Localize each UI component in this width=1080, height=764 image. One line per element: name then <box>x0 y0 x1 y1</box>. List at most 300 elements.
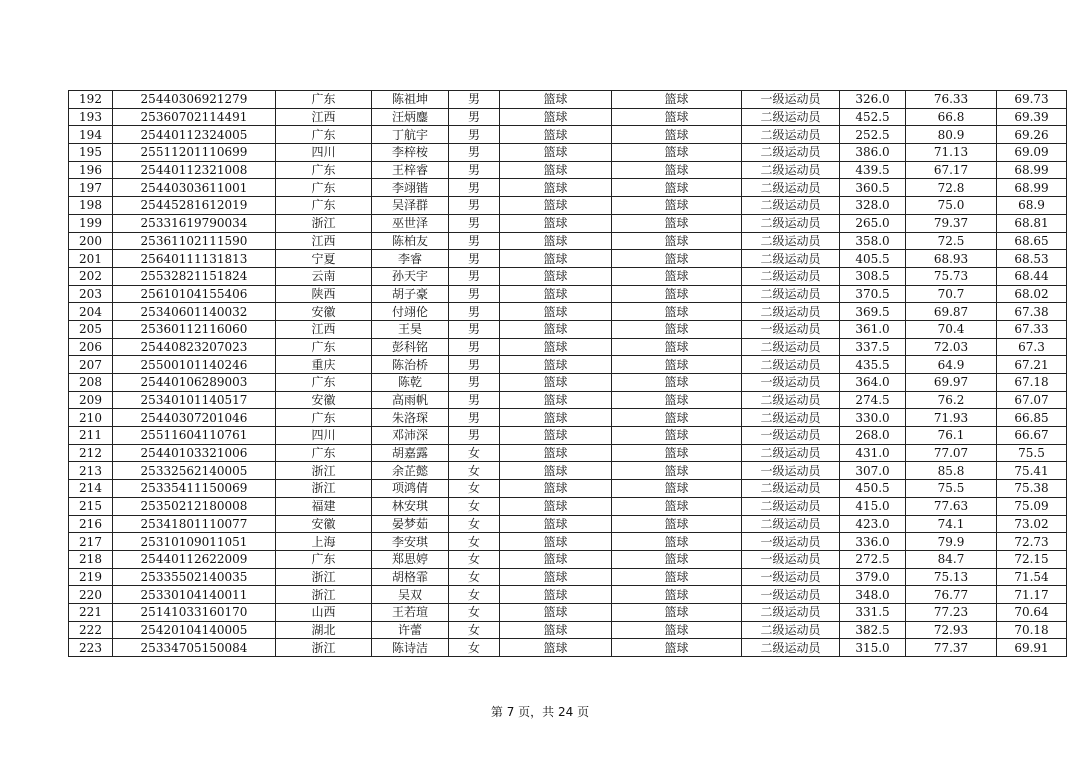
score-b-cell: 72.93 <box>906 621 997 639</box>
table-row <box>69 338 1067 356</box>
athlete-level-cell: 二级运动员 <box>742 480 840 498</box>
gender-cell: 男 <box>449 91 500 109</box>
sport-cell: 篮球 <box>500 320 612 338</box>
table-row <box>69 444 1067 462</box>
athlete-level-cell: 二级运动员 <box>742 267 840 285</box>
athlete-level-cell: 二级运动员 <box>742 144 840 162</box>
exam-id-cell: 25334705150084 <box>113 639 276 657</box>
total-score-cell: 75.38 <box>997 480 1067 498</box>
score-a-cell: 358.0 <box>840 232 906 250</box>
province-cell: 山西 <box>276 603 372 621</box>
specialty-cell: 篮球 <box>612 232 742 250</box>
row-number-cell: 201 <box>69 250 113 268</box>
score-b-cell: 75.73 <box>906 267 997 285</box>
score-b-cell: 69.87 <box>906 303 997 321</box>
province-cell: 浙江 <box>276 568 372 586</box>
exam-id-cell: 25511201110699 <box>113 144 276 162</box>
specialty-cell: 篮球 <box>612 603 742 621</box>
province-cell: 安徽 <box>276 391 372 409</box>
sport-cell: 篮球 <box>500 374 612 392</box>
province-cell: 重庆 <box>276 356 372 374</box>
exam-id-cell: 25511604110761 <box>113 427 276 445</box>
gender-cell: 男 <box>449 374 500 392</box>
gender-cell: 男 <box>449 179 500 197</box>
total-score-cell: 67.3 <box>997 338 1067 356</box>
table-row <box>69 568 1067 586</box>
table-row <box>69 639 1067 657</box>
province-cell: 浙江 <box>276 586 372 604</box>
table-row <box>69 497 1067 515</box>
table-row <box>69 356 1067 374</box>
table-row <box>69 161 1067 179</box>
athlete-level-cell: 二级运动员 <box>742 409 840 427</box>
total-score-cell: 68.65 <box>997 232 1067 250</box>
sport-cell: 篮球 <box>500 621 612 639</box>
gender-cell: 男 <box>449 197 500 215</box>
gender-cell: 男 <box>449 303 500 321</box>
student-name-cell: 李睿 <box>372 250 449 268</box>
athlete-level-cell: 二级运动员 <box>742 108 840 126</box>
total-score-cell: 68.9 <box>997 197 1067 215</box>
gender-cell: 女 <box>449 533 500 551</box>
province-cell: 浙江 <box>276 480 372 498</box>
row-number-cell: 196 <box>69 161 113 179</box>
specialty-cell: 篮球 <box>612 320 742 338</box>
student-name-cell: 高雨帆 <box>372 391 449 409</box>
province-cell: 江西 <box>276 232 372 250</box>
row-number-cell: 209 <box>69 391 113 409</box>
student-name-cell: 彭科铭 <box>372 338 449 356</box>
score-a-cell: 315.0 <box>840 639 906 657</box>
row-number-cell: 216 <box>69 515 113 533</box>
sport-cell: 篮球 <box>500 214 612 232</box>
specialty-cell: 篮球 <box>612 179 742 197</box>
athlete-level-cell: 二级运动员 <box>742 161 840 179</box>
sport-cell: 篮球 <box>500 144 612 162</box>
score-a-cell: 361.0 <box>840 320 906 338</box>
student-name-cell: 陈祖坤 <box>372 91 449 109</box>
total-score-cell: 67.33 <box>997 320 1067 338</box>
row-number-cell: 219 <box>69 568 113 586</box>
row-number-cell: 212 <box>69 444 113 462</box>
student-name-cell: 林安琪 <box>372 497 449 515</box>
row-number-cell: 198 <box>69 197 113 215</box>
province-cell: 四川 <box>276 144 372 162</box>
exam-id-cell: 25340601140032 <box>113 303 276 321</box>
athlete-level-cell: 一级运动员 <box>742 320 840 338</box>
sport-cell: 篮球 <box>500 550 612 568</box>
score-a-cell: 370.5 <box>840 285 906 303</box>
table-row <box>69 462 1067 480</box>
province-cell: 广东 <box>276 550 372 568</box>
student-name-cell: 付翊伦 <box>372 303 449 321</box>
score-a-cell: 336.0 <box>840 533 906 551</box>
specialty-cell: 篮球 <box>612 161 742 179</box>
row-number-cell: 200 <box>69 232 113 250</box>
athlete-level-cell: 二级运动员 <box>742 497 840 515</box>
athlete-level-cell: 一级运动员 <box>742 568 840 586</box>
athlete-level-cell: 二级运动员 <box>742 639 840 657</box>
row-number-cell: 222 <box>69 621 113 639</box>
score-b-cell: 67.17 <box>906 161 997 179</box>
specialty-cell: 篮球 <box>612 586 742 604</box>
score-a-cell: 326.0 <box>840 91 906 109</box>
sport-cell: 篮球 <box>500 409 612 427</box>
score-b-cell: 79.37 <box>906 214 997 232</box>
score-a-cell: 450.5 <box>840 480 906 498</box>
province-cell: 安徽 <box>276 303 372 321</box>
total-score-cell: 68.99 <box>997 179 1067 197</box>
student-name-cell: 汪炳鏖 <box>372 108 449 126</box>
total-score-cell: 73.02 <box>997 515 1067 533</box>
exam-id-cell: 25440112622009 <box>113 550 276 568</box>
student-name-cell: 王梓睿 <box>372 161 449 179</box>
score-a-cell: 405.5 <box>840 250 906 268</box>
row-number-cell: 215 <box>69 497 113 515</box>
student-name-cell: 陈治桥 <box>372 356 449 374</box>
province-cell: 浙江 <box>276 462 372 480</box>
table-row <box>69 91 1067 109</box>
athlete-level-cell: 二级运动员 <box>742 285 840 303</box>
score-b-cell: 70.7 <box>906 285 997 303</box>
student-name-cell: 吴双 <box>372 586 449 604</box>
table-row <box>69 214 1067 232</box>
specialty-cell: 篮球 <box>612 462 742 480</box>
total-score-cell: 70.18 <box>997 621 1067 639</box>
row-number-cell: 203 <box>69 285 113 303</box>
athlete-level-cell: 二级运动员 <box>742 214 840 232</box>
exam-id-cell: 25440303611001 <box>113 179 276 197</box>
sport-cell: 篮球 <box>500 161 612 179</box>
exam-id-cell: 25330104140011 <box>113 586 276 604</box>
athlete-level-cell: 二级运动员 <box>742 197 840 215</box>
score-a-cell: 382.5 <box>840 621 906 639</box>
row-number-cell: 192 <box>69 91 113 109</box>
gender-cell: 女 <box>449 568 500 586</box>
row-number-cell: 208 <box>69 374 113 392</box>
gender-cell: 男 <box>449 126 500 144</box>
gender-cell: 女 <box>449 462 500 480</box>
student-name-cell: 陈乾 <box>372 374 449 392</box>
gender-cell: 男 <box>449 391 500 409</box>
student-name-cell: 李梓桉 <box>372 144 449 162</box>
athlete-level-cell: 二级运动员 <box>742 338 840 356</box>
table-row <box>69 285 1067 303</box>
row-number-cell: 221 <box>69 603 113 621</box>
exam-id-cell: 25440103321006 <box>113 444 276 462</box>
score-b-cell: 76.1 <box>906 427 997 445</box>
exam-id-cell: 25332562140005 <box>113 462 276 480</box>
score-b-cell: 75.13 <box>906 568 997 586</box>
score-b-cell: 70.4 <box>906 320 997 338</box>
score-a-cell: 265.0 <box>840 214 906 232</box>
score-a-cell: 379.0 <box>840 568 906 586</box>
score-b-cell: 64.9 <box>906 356 997 374</box>
student-name-cell: 李翊锴 <box>372 179 449 197</box>
student-name-cell: 李安琪 <box>372 533 449 551</box>
athlete-level-cell: 二级运动员 <box>742 126 840 144</box>
gender-cell: 女 <box>449 480 500 498</box>
gender-cell: 男 <box>449 267 500 285</box>
table-row <box>69 621 1067 639</box>
specialty-cell: 篮球 <box>612 533 742 551</box>
athlete-level-cell: 一级运动员 <box>742 462 840 480</box>
sport-cell: 篮球 <box>500 639 612 657</box>
gender-cell: 男 <box>449 214 500 232</box>
score-b-cell: 74.1 <box>906 515 997 533</box>
student-name-cell: 郑思婷 <box>372 550 449 568</box>
total-score-cell: 69.39 <box>997 108 1067 126</box>
score-a-cell: 439.5 <box>840 161 906 179</box>
total-score-cell: 67.07 <box>997 391 1067 409</box>
table-row <box>69 586 1067 604</box>
table-row <box>69 108 1067 126</box>
sport-cell: 篮球 <box>500 338 612 356</box>
province-cell: 云南 <box>276 267 372 285</box>
exam-id-cell: 25440306921279 <box>113 91 276 109</box>
athlete-level-cell: 一级运动员 <box>742 427 840 445</box>
athlete-level-cell: 一级运动员 <box>742 586 840 604</box>
specialty-cell: 篮球 <box>612 409 742 427</box>
athlete-level-cell: 一级运动员 <box>742 374 840 392</box>
student-name-cell: 朱洛琛 <box>372 409 449 427</box>
row-number-cell: 214 <box>69 480 113 498</box>
score-b-cell: 80.9 <box>906 126 997 144</box>
score-a-cell: 307.0 <box>840 462 906 480</box>
sport-cell: 篮球 <box>500 427 612 445</box>
score-b-cell: 69.97 <box>906 374 997 392</box>
gender-cell: 男 <box>449 409 500 427</box>
gender-cell: 女 <box>449 497 500 515</box>
specialty-cell: 篮球 <box>612 267 742 285</box>
gender-cell: 男 <box>449 161 500 179</box>
score-b-cell: 77.23 <box>906 603 997 621</box>
score-b-cell: 85.8 <box>906 462 997 480</box>
table-row <box>69 303 1067 321</box>
specialty-cell: 篮球 <box>612 91 742 109</box>
specialty-cell: 篮球 <box>612 356 742 374</box>
row-number-cell: 220 <box>69 586 113 604</box>
athlete-level-cell: 一级运动员 <box>742 550 840 568</box>
sport-cell: 篮球 <box>500 91 612 109</box>
score-b-cell: 76.2 <box>906 391 997 409</box>
table-row <box>69 144 1067 162</box>
score-b-cell: 72.03 <box>906 338 997 356</box>
specialty-cell: 篮球 <box>612 568 742 586</box>
exam-id-cell: 25360702114491 <box>113 108 276 126</box>
total-score-cell: 68.53 <box>997 250 1067 268</box>
table-row <box>69 427 1067 445</box>
gender-cell: 女 <box>449 621 500 639</box>
total-score-cell: 69.26 <box>997 126 1067 144</box>
score-a-cell: 331.5 <box>840 603 906 621</box>
province-cell: 宁夏 <box>276 250 372 268</box>
total-score-cell: 66.85 <box>997 409 1067 427</box>
score-a-cell: 452.5 <box>840 108 906 126</box>
gender-cell: 女 <box>449 550 500 568</box>
athlete-level-cell: 二级运动员 <box>742 356 840 374</box>
table-row <box>69 232 1067 250</box>
row-number-cell: 217 <box>69 533 113 551</box>
score-a-cell: 252.5 <box>840 126 906 144</box>
results-table <box>68 90 1067 657</box>
specialty-cell: 篮球 <box>612 639 742 657</box>
exam-id-cell: 25610104155406 <box>113 285 276 303</box>
exam-id-cell: 25335502140035 <box>113 568 276 586</box>
score-b-cell: 77.37 <box>906 639 997 657</box>
specialty-cell: 篮球 <box>612 108 742 126</box>
athlete-level-cell: 二级运动员 <box>742 391 840 409</box>
row-number-cell: 218 <box>69 550 113 568</box>
score-b-cell: 76.77 <box>906 586 997 604</box>
student-name-cell: 陈柏友 <box>372 232 449 250</box>
student-name-cell: 王昊 <box>372 320 449 338</box>
score-b-cell: 72.5 <box>906 232 997 250</box>
row-number-cell: 199 <box>69 214 113 232</box>
specialty-cell: 篮球 <box>612 285 742 303</box>
score-a-cell: 435.5 <box>840 356 906 374</box>
table-row <box>69 250 1067 268</box>
sport-cell: 篮球 <box>500 462 612 480</box>
score-b-cell: 79.9 <box>906 533 997 551</box>
exam-id-cell: 25440112321008 <box>113 161 276 179</box>
table-row <box>69 320 1067 338</box>
specialty-cell: 篮球 <box>612 303 742 321</box>
student-name-cell: 晏梦茹 <box>372 515 449 533</box>
sport-cell: 篮球 <box>500 568 612 586</box>
score-a-cell: 328.0 <box>840 197 906 215</box>
exam-id-cell: 25341801110077 <box>113 515 276 533</box>
row-number-cell: 197 <box>69 179 113 197</box>
table-row <box>69 515 1067 533</box>
total-score-cell: 75.09 <box>997 497 1067 515</box>
province-cell: 广东 <box>276 126 372 144</box>
score-a-cell: 268.0 <box>840 427 906 445</box>
athlete-level-cell: 二级运动员 <box>742 603 840 621</box>
exam-id-cell: 25335411150069 <box>113 480 276 498</box>
student-name-cell: 余芷懿 <box>372 462 449 480</box>
exam-id-cell: 25361102111590 <box>113 232 276 250</box>
score-a-cell: 415.0 <box>840 497 906 515</box>
specialty-cell: 篮球 <box>612 144 742 162</box>
gender-cell: 男 <box>449 356 500 374</box>
sport-cell: 篮球 <box>500 356 612 374</box>
row-number-cell: 193 <box>69 108 113 126</box>
exam-id-cell: 25340101140517 <box>113 391 276 409</box>
score-a-cell: 348.0 <box>840 586 906 604</box>
table-row <box>69 603 1067 621</box>
student-name-cell: 胡格霏 <box>372 568 449 586</box>
exam-id-cell: 25440823207023 <box>113 338 276 356</box>
gender-cell: 男 <box>449 320 500 338</box>
exam-id-cell: 25420104140005 <box>113 621 276 639</box>
score-a-cell: 369.5 <box>840 303 906 321</box>
total-score-cell: 68.81 <box>997 214 1067 232</box>
row-number-cell: 211 <box>69 427 113 445</box>
table-row <box>69 480 1067 498</box>
specialty-cell: 篮球 <box>612 621 742 639</box>
athlete-level-cell: 一级运动员 <box>742 533 840 551</box>
score-a-cell: 337.5 <box>840 338 906 356</box>
gender-cell: 男 <box>449 285 500 303</box>
score-b-cell: 66.8 <box>906 108 997 126</box>
specialty-cell: 篮球 <box>612 197 742 215</box>
exam-id-cell: 25440112324005 <box>113 126 276 144</box>
total-score-cell: 71.17 <box>997 586 1067 604</box>
province-cell: 广东 <box>276 197 372 215</box>
total-score-cell: 70.64 <box>997 603 1067 621</box>
student-name-cell: 项鸿倩 <box>372 480 449 498</box>
row-number-cell: 204 <box>69 303 113 321</box>
exam-id-cell: 25500101140246 <box>113 356 276 374</box>
gender-cell: 女 <box>449 586 500 604</box>
total-score-cell: 68.02 <box>997 285 1067 303</box>
total-score-cell: 68.44 <box>997 267 1067 285</box>
province-cell: 上海 <box>276 533 372 551</box>
sport-cell: 篮球 <box>500 179 612 197</box>
table-row <box>69 197 1067 215</box>
province-cell: 安徽 <box>276 515 372 533</box>
exam-id-cell: 25532821151824 <box>113 267 276 285</box>
table-row <box>69 179 1067 197</box>
sport-cell: 篮球 <box>500 533 612 551</box>
province-cell: 江西 <box>276 320 372 338</box>
exam-id-cell: 25360112116060 <box>113 320 276 338</box>
student-name-cell: 孙天宇 <box>372 267 449 285</box>
table-row <box>69 550 1067 568</box>
province-cell: 陕西 <box>276 285 372 303</box>
specialty-cell: 篮球 <box>612 126 742 144</box>
score-b-cell: 76.33 <box>906 91 997 109</box>
table-row <box>69 533 1067 551</box>
sport-cell: 篮球 <box>500 497 612 515</box>
score-b-cell: 75.5 <box>906 480 997 498</box>
exam-id-cell: 25640111131813 <box>113 250 276 268</box>
athlete-level-cell: 二级运动员 <box>742 250 840 268</box>
specialty-cell: 篮球 <box>612 480 742 498</box>
student-name-cell: 王若瑄 <box>372 603 449 621</box>
exam-id-cell: 25310109011051 <box>113 533 276 551</box>
table-row <box>69 374 1067 392</box>
province-cell: 广东 <box>276 91 372 109</box>
row-number-cell: 202 <box>69 267 113 285</box>
sport-cell: 篮球 <box>500 586 612 604</box>
score-b-cell: 68.93 <box>906 250 997 268</box>
row-number-cell: 213 <box>69 462 113 480</box>
table-row <box>69 126 1067 144</box>
student-name-cell: 胡嘉露 <box>372 444 449 462</box>
sport-cell: 篮球 <box>500 267 612 285</box>
student-name-cell: 巫世泽 <box>372 214 449 232</box>
table-row <box>69 391 1067 409</box>
exam-id-cell: 25440106289003 <box>113 374 276 392</box>
gender-cell: 男 <box>449 108 500 126</box>
score-b-cell: 71.13 <box>906 144 997 162</box>
table-row <box>69 409 1067 427</box>
table-row <box>69 267 1067 285</box>
score-b-cell: 77.07 <box>906 444 997 462</box>
sport-cell: 篮球 <box>500 480 612 498</box>
total-score-cell: 67.38 <box>997 303 1067 321</box>
score-a-cell: 386.0 <box>840 144 906 162</box>
province-cell: 广东 <box>276 374 372 392</box>
total-score-cell: 71.54 <box>997 568 1067 586</box>
sport-cell: 篮球 <box>500 197 612 215</box>
total-score-cell: 69.09 <box>997 144 1067 162</box>
specialty-cell: 篮球 <box>612 250 742 268</box>
province-cell: 广东 <box>276 161 372 179</box>
row-number-cell: 194 <box>69 126 113 144</box>
